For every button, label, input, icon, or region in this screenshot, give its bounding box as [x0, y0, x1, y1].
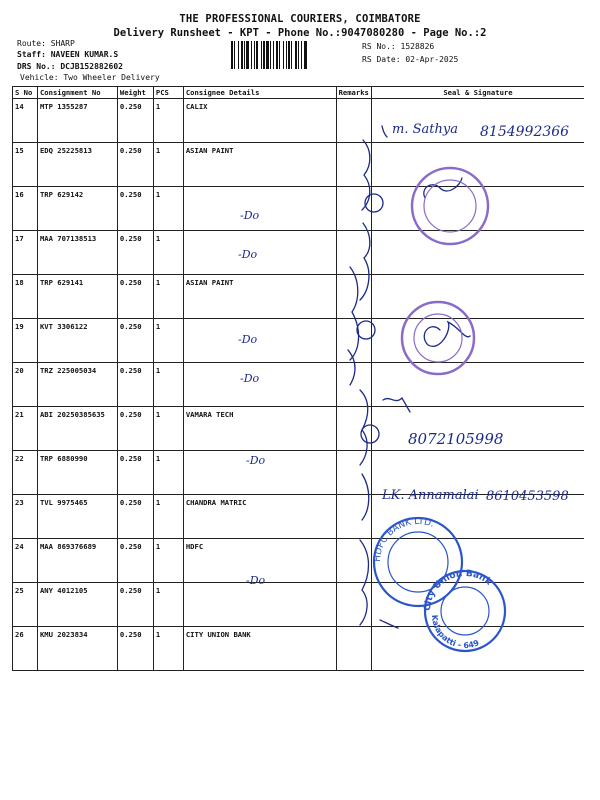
city-union-bank-name: City Union Bank	[422, 568, 494, 612]
hdfc-stamp-text: HDFC BANK LTD.	[372, 516, 436, 563]
cell-pcs: 1	[153, 99, 183, 143]
cell-pcs: 1	[153, 407, 183, 451]
circled-number-mark	[361, 425, 379, 443]
city-union-bank-stamp	[422, 568, 508, 654]
cell-pcs: 1	[153, 495, 183, 539]
purple-round-stamp	[408, 164, 492, 248]
cell-consignment: KMU 2023834	[37, 627, 117, 671]
cell-sno: 17	[13, 231, 38, 275]
phone-number: 8072105998	[408, 430, 504, 448]
staff-text: Staff: NAVEEN KUMAR.S	[17, 50, 119, 59]
cell-consignment: TVL 9975465	[37, 495, 117, 539]
cell-pcs: 1	[153, 187, 183, 231]
purple-round-stamp	[398, 298, 478, 378]
cell-consignment: MAA 707138513	[37, 231, 117, 275]
remarks-brace-mark	[360, 223, 370, 300]
svg-text:Kalapatti - 649	[430, 614, 481, 650]
cell-consignment: ABI 20250385635	[37, 407, 117, 451]
cell-weight: 0.250	[117, 627, 153, 671]
cell-pcs: 1	[153, 539, 183, 583]
cell-pcs: 1	[153, 319, 183, 363]
tick-mark	[380, 620, 398, 628]
col-seal-signature: Seal & Signature	[371, 87, 584, 99]
cell-consignment: ANY 4012105	[37, 583, 117, 627]
cell-consignee: CHANDRA MATRIC	[183, 495, 336, 539]
cell-sno: 14	[13, 99, 38, 143]
cell-weight: 0.250	[117, 363, 153, 407]
company-title: THE PROFESSIONAL COURIERS, COIMBATORE	[179, 13, 421, 25]
cell-pcs: 1	[153, 231, 183, 275]
svg-text:HDFC BANK LTD.	[373, 517, 436, 562]
cell-pcs: 1	[153, 143, 183, 187]
vehicle-text: Vehicle: Two Wheeler Delivery	[20, 73, 160, 82]
cell-sno: 24	[13, 539, 38, 583]
col-pcs: PCS	[153, 87, 183, 99]
cell-sno: 26	[13, 627, 38, 671]
cell-pcs: 1	[153, 627, 183, 671]
ditto-mark: -Do	[246, 574, 266, 587]
svg-text:City Union Bank	[423, 569, 494, 611]
signature-text: LK. Annamalai	[382, 488, 479, 503]
drs-number: DRS No.: DCJB152882602	[17, 62, 123, 71]
ditto-mark: -Do	[240, 372, 260, 385]
cell-consignment: EDQ 25225813	[37, 143, 117, 187]
cell-weight: 0.250	[117, 231, 153, 275]
col-weight: Weight	[117, 87, 153, 99]
cell-consignee: HDFC	[183, 539, 336, 583]
cell-weight: 0.250	[117, 495, 153, 539]
circled-number-mark	[357, 321, 375, 339]
cell-consignee: VAMARA TECH	[183, 407, 336, 451]
ditto-mark: -Do	[240, 209, 260, 222]
runsheet-subtitle: Delivery Runsheet - KPT - Phone No.:9047080280 - Page No.:2	[113, 27, 487, 39]
cell-consignee: ASIAN PAINT	[183, 143, 336, 187]
cell-sno: 25	[13, 583, 38, 627]
ditto-mark: -Do	[246, 454, 266, 467]
phone-number: 8610453598	[486, 489, 569, 504]
city-union-bank-branch: Kalapatti - 649	[429, 614, 481, 651]
cell-consignment: MAA 869376689	[37, 539, 117, 583]
cell-sno: 21	[13, 407, 38, 451]
cell-sno: 22	[13, 451, 38, 495]
col-sno: S No	[13, 87, 38, 99]
cell-consignee: ASIAN PAINT	[183, 275, 336, 319]
cell-sno: 16	[13, 187, 38, 231]
cell-weight: 0.250	[117, 187, 153, 231]
cell-sno: 15	[13, 143, 38, 187]
cell-consignee: CITY UNION BANK	[183, 627, 336, 671]
cell-weight: 0.250	[117, 539, 153, 583]
ditto-mark: -Do	[238, 248, 258, 261]
col-consignee: Consignee Details	[183, 87, 336, 99]
cell-consignment: MTP 1355287	[37, 99, 117, 143]
cell-sno: 20	[13, 363, 38, 407]
cell-pcs: 1	[153, 363, 183, 407]
cell-weight: 0.250	[117, 407, 153, 451]
cell-pcs: 1	[153, 583, 183, 627]
cell-consignment: KVT 3306122	[37, 319, 117, 363]
cell-weight: 0.250	[117, 319, 153, 363]
cell-pcs: 1	[153, 451, 183, 495]
phone-number: 8154992366	[480, 124, 570, 140]
cell-consignment: TRP 629141	[37, 275, 117, 319]
ditto-mark: -Do	[238, 333, 258, 346]
cell-consignment: TRP 629142	[37, 187, 117, 231]
cell-weight: 0.250	[117, 583, 153, 627]
cell-consignee: CALIX	[183, 99, 336, 143]
cell-weight: 0.250	[117, 143, 153, 187]
cell-weight: 0.250	[117, 99, 153, 143]
cell-weight: 0.250	[117, 451, 153, 495]
rs-number: RS No.: 1528826	[362, 42, 435, 51]
route-text: Route: SHARP	[17, 39, 75, 48]
cell-consignment: TRZ 225005034	[37, 363, 117, 407]
col-remarks: Remarks	[336, 87, 371, 99]
cell-weight: 0.250	[117, 275, 153, 319]
col-consignment: Consignment No	[37, 87, 117, 99]
cell-sno: 18	[13, 275, 38, 319]
cell-sno: 23	[13, 495, 38, 539]
signature-text: m. Sathya	[392, 122, 458, 137]
cell-pcs: 1	[153, 275, 183, 319]
remarks-brace-mark	[350, 267, 359, 360]
cell-consignment: TRP 6880990	[37, 451, 117, 495]
tick-mark	[382, 126, 387, 137]
signature-scribble	[383, 398, 410, 412]
rs-date: RS Date: 02-Apr-2025	[362, 55, 459, 64]
cell-sno: 19	[13, 319, 38, 363]
